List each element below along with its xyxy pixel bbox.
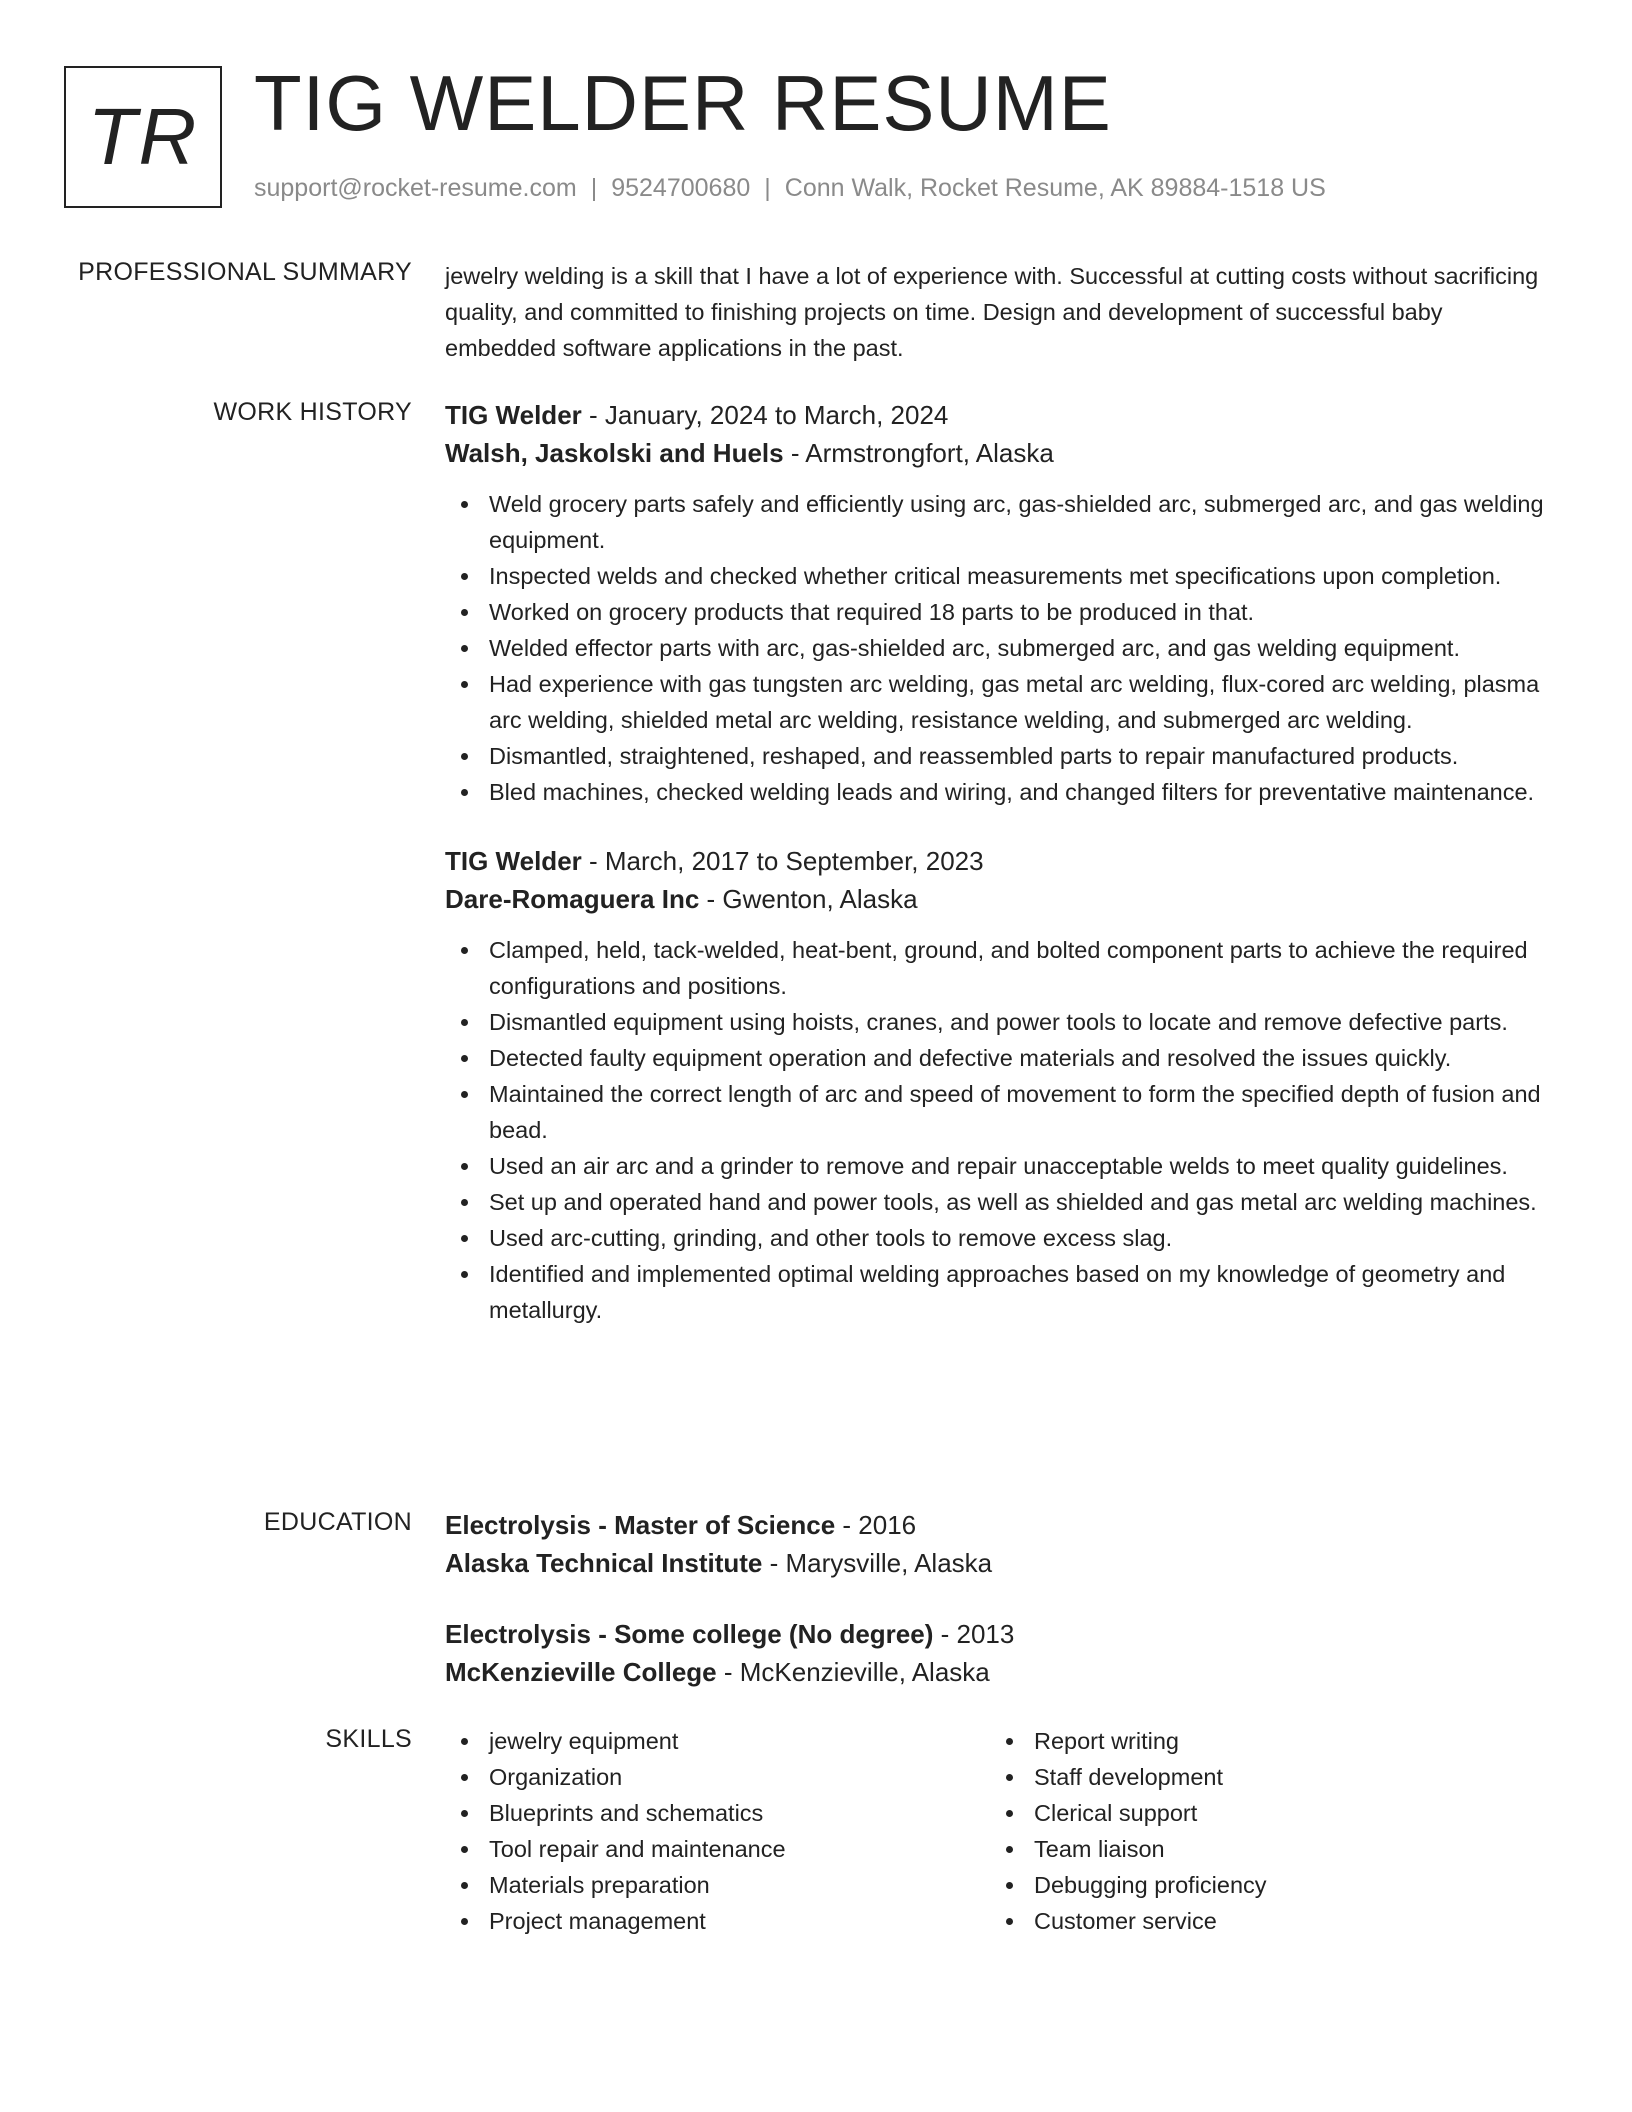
- job-company-line: [445, 880, 1555, 918]
- education-year: - 2016: [835, 1510, 917, 1540]
- job-bullet: Weld grocery parts safely and efficiently using arc, gas-shielded arc, submerged arc, and gas welding equipment.: [445, 486, 1555, 558]
- skill-item: Clerical support: [990, 1795, 1535, 1831]
- job-entry: [445, 842, 1555, 1328]
- job-title: TIG Welder: [445, 400, 582, 430]
- summary-text: jewelry welding is a skill that I have a lot of experience with. Successful at cutting costs without sacrificing quality, and committed to finishing projects on time. Design and development of successful baby embedded software applications in the past.: [445, 263, 1539, 361]
- skill-item: Debugging proficiency: [990, 1867, 1535, 1903]
- skills-list: [445, 1723, 990, 1939]
- contact-line: [254, 174, 1326, 203]
- job-bullet-list: [445, 486, 1555, 810]
- summary-body: [445, 258, 1555, 366]
- job-bullet: Inspected welds and checked whether critical measurements met specifications upon completion.: [445, 558, 1555, 594]
- skill-item: Blueprints and schematics: [445, 1795, 990, 1831]
- skill-item: Report writing: [990, 1723, 1535, 1759]
- job-location: - Armstrongfort, Alaska: [783, 438, 1054, 468]
- education-degree-line: [445, 1506, 1555, 1544]
- job-bullet: Worked on grocery products that required 18 parts to be produced in that.: [445, 594, 1555, 630]
- skills-column-right: [990, 1723, 1535, 1939]
- section-label-education: EDUCATION: [263, 1508, 412, 1536]
- education-location: - Marysville, Alaska: [762, 1548, 993, 1578]
- job-bullet: Dismantled, straightened, reshaped, and reassembled parts to repair manufactured products.: [445, 738, 1555, 774]
- job-bullet: Welded effector parts with arc, gas-shielded arc, submerged arc, and gas welding equipment.: [445, 630, 1555, 666]
- job-dates: - January, 2024 to March, 2024: [581, 400, 949, 430]
- job-title-line: [445, 396, 1555, 434]
- contact-separator: |: [764, 174, 771, 202]
- job-bullet: Clamped, held, tack-welded, heat-bent, ground, and bolted component parts to achieve the required configurations and positions.: [445, 932, 1555, 1004]
- skill-item: Staff development: [990, 1759, 1535, 1795]
- job-bullet: Used arc-cutting, grinding, and other tools to remove excess slag.: [445, 1220, 1555, 1256]
- skill-item: jewelry equipment: [445, 1723, 990, 1759]
- education-degree: Electrolysis - Some college (No degree): [445, 1619, 934, 1649]
- monogram-logo: [64, 66, 222, 208]
- job-bullet-list: [445, 932, 1555, 1328]
- job-location: - Gwenton, Alaska: [699, 884, 918, 914]
- job-bullet: Set up and operated hand and power tools, as well as shielded and gas metal arc welding machines.: [445, 1184, 1555, 1220]
- job-company-line: [445, 434, 1555, 472]
- work-history-body: [445, 396, 1555, 1328]
- contact-address: Conn Walk, Rocket Resume, AK 89884-1518 US: [784, 174, 1326, 202]
- contact-separator: |: [590, 174, 598, 202]
- education-school: Alaska Technical Institute: [445, 1548, 763, 1578]
- education-year: - 2013: [933, 1619, 1015, 1649]
- job-bullet: Detected faulty equipment operation and defective materials and resolved the issues quickly.: [445, 1040, 1555, 1076]
- skill-item: Project management: [445, 1903, 990, 1939]
- job-bullet: Bled machines, checked welding leads and wiring, and changed filters for preventative maintenance.: [445, 774, 1555, 810]
- skills-body: [445, 1723, 1555, 1939]
- monogram-initials: TR: [87, 92, 199, 181]
- skill-item: Tool repair and maintenance: [445, 1831, 990, 1867]
- education-body: [445, 1506, 1555, 1691]
- skill-item: Organization: [445, 1759, 990, 1795]
- education-degree: Electrolysis - Master of Science: [445, 1510, 836, 1540]
- job-company: Dare-Romaguera Inc: [445, 884, 700, 914]
- section-label-summary: PROFESSIONAL SUMMARY: [78, 258, 412, 286]
- education-degree-line: [445, 1615, 1555, 1653]
- education-school: McKenzieville College: [445, 1657, 717, 1687]
- education-school-line: [445, 1653, 1555, 1691]
- skills-column-left: [445, 1723, 990, 1939]
- contact-phone[interactable]: 9524700680: [611, 174, 751, 202]
- skill-item: Materials preparation: [445, 1867, 990, 1903]
- skill-item: Team liaison: [990, 1831, 1535, 1867]
- job-title-line: [445, 842, 1555, 880]
- contact-email[interactable]: support@rocket-resume.com: [254, 174, 577, 202]
- job-bullet: Used an air arc and a grinder to remove and repair unacceptable welds to meet quality guidelines.: [445, 1148, 1555, 1184]
- education-location: - McKenzieville, Alaska: [716, 1657, 990, 1687]
- job-dates: - March, 2017 to September, 2023: [581, 846, 984, 876]
- resume-title: TIG WELDER RESUME: [254, 59, 1112, 147]
- job-title: TIG Welder: [445, 846, 582, 876]
- section-label-skills: SKILLS: [325, 1725, 412, 1753]
- resume-header: [64, 59, 1568, 212]
- job-bullet: Maintained the correct length of arc and speed of movement to form the specified depth of fusion and bead.: [445, 1076, 1555, 1148]
- job-bullet: Identified and implemented optimal welding approaches based on my knowledge of geometry and metallurgy.: [445, 1256, 1555, 1328]
- skills-grid: [445, 1723, 1555, 1939]
- job-bullet: Had experience with gas tungsten arc welding, gas metal arc welding, flux-cored arc welding, plasma arc welding, shielded metal arc welding, resistance welding, and submerged arc welding.: [445, 666, 1555, 738]
- education-entry: [445, 1506, 1555, 1582]
- section-label-work-history: WORK HISTORY: [213, 398, 412, 426]
- job-bullet: Dismantled equipment using hoists, cranes, and power tools to locate and remove defective parts.: [445, 1004, 1555, 1040]
- skill-item: Customer service: [990, 1903, 1535, 1939]
- job-entry: [445, 396, 1555, 810]
- education-school-line: [445, 1544, 1555, 1582]
- job-company: Walsh, Jaskolski and Huels: [445, 438, 784, 468]
- education-entry: [445, 1615, 1555, 1691]
- skills-list: [990, 1723, 1535, 1939]
